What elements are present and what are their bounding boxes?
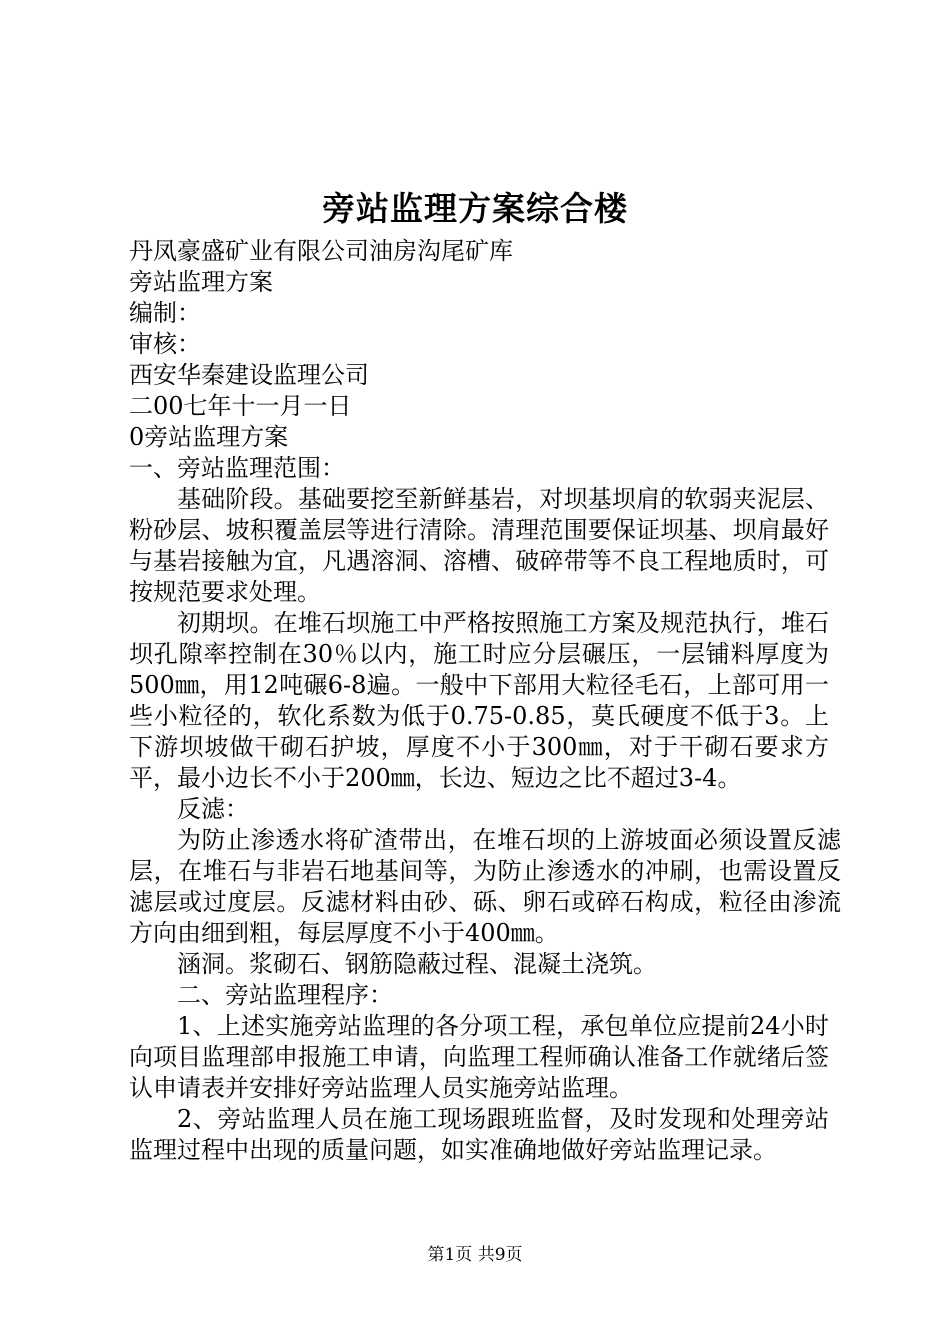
procedure-heading: 二、旁站监理程序：: [177, 981, 393, 1009]
reviewed-by-label: 审核：: [129, 330, 201, 358]
scope-foundation-paragraph: 基础阶段。基础要挖至新鲜基岩，对坝基坝肩的软弱夹泥层、粉砂层、坡积覆盖层等进行清除。清理范围要保证坝基、坝肩最好与基岩接触为宜，凡遇溶洞、溶槽、破碎带等不良工程地质时，可按规范要求处理。: [129, 485, 829, 606]
company-name: 西安华秦建设监理公司: [129, 361, 369, 389]
scope-initial-dam-paragraph: 初期坝。在堆石坝施工中严格按照施工方案及规范执行，堆石坝孔隙率控制在30％以内，施工时应分层碾压，一层铺料厚度为500㎜，用12吨碾6-8遍。一般中下部用大粒径毛石，上部可用一些小粒径的，软化系数为低于0.75-0.85，莫氏硬度不低于3。上下游坝坡做干砌石护坡，厚度不小于300㎜，对于干砌石要求方平，最小边长不小于200㎜，长边、短边之比不超过3-4。: [129, 609, 829, 792]
page-footer: 第1页 共9页: [427, 1245, 523, 1265]
section-zero-title: 0旁站监理方案: [129, 423, 289, 451]
procedure-item-2: 2、旁站监理人员在施工现场跟班监督，及时发现和处理旁站监理过程中出现的质量问题，如实准确地做好旁站监理记录。: [129, 1105, 829, 1164]
plan-name: 旁站监理方案: [129, 268, 273, 296]
document-title: 旁站监理方案综合楼: [322, 189, 628, 228]
filter-heading: 反滤：: [177, 795, 249, 823]
procedure-item-1: 1、上述实施旁站监理的各分项工程，承包单位应提前24小时向项目监理部申报施工申请，向监理工程师确认准备工作就绪后签认申请表并安排好旁站监理人员实施旁站监理。: [129, 1012, 829, 1102]
project-name: 丹凤豪盛矿业有限公司油房沟尾矿库: [129, 237, 513, 265]
document-date: 二00七年十一月一日: [129, 392, 352, 420]
filter-paragraph: 为防止渗透水将矿渣带出，在堆石坝的上游坡面必须设置反滤层，在堆石与非岩石地基间等，为防止渗透水的冲刷，也需设置反滤层或过度层。反滤材料由砂、砾、卵石或碎石构成，粒径由渗流方向由细到粗，每层厚度不小于400㎜。: [129, 826, 841, 947]
document-body: [129, 236, 841, 1166]
culvert-paragraph: 涵洞。浆砌石、钢筋隐蔽过程、混凝土浇筑。: [177, 950, 657, 978]
scope-heading: 一、旁站监理范围：: [129, 454, 345, 482]
prepared-by-label: 编制：: [129, 299, 201, 327]
